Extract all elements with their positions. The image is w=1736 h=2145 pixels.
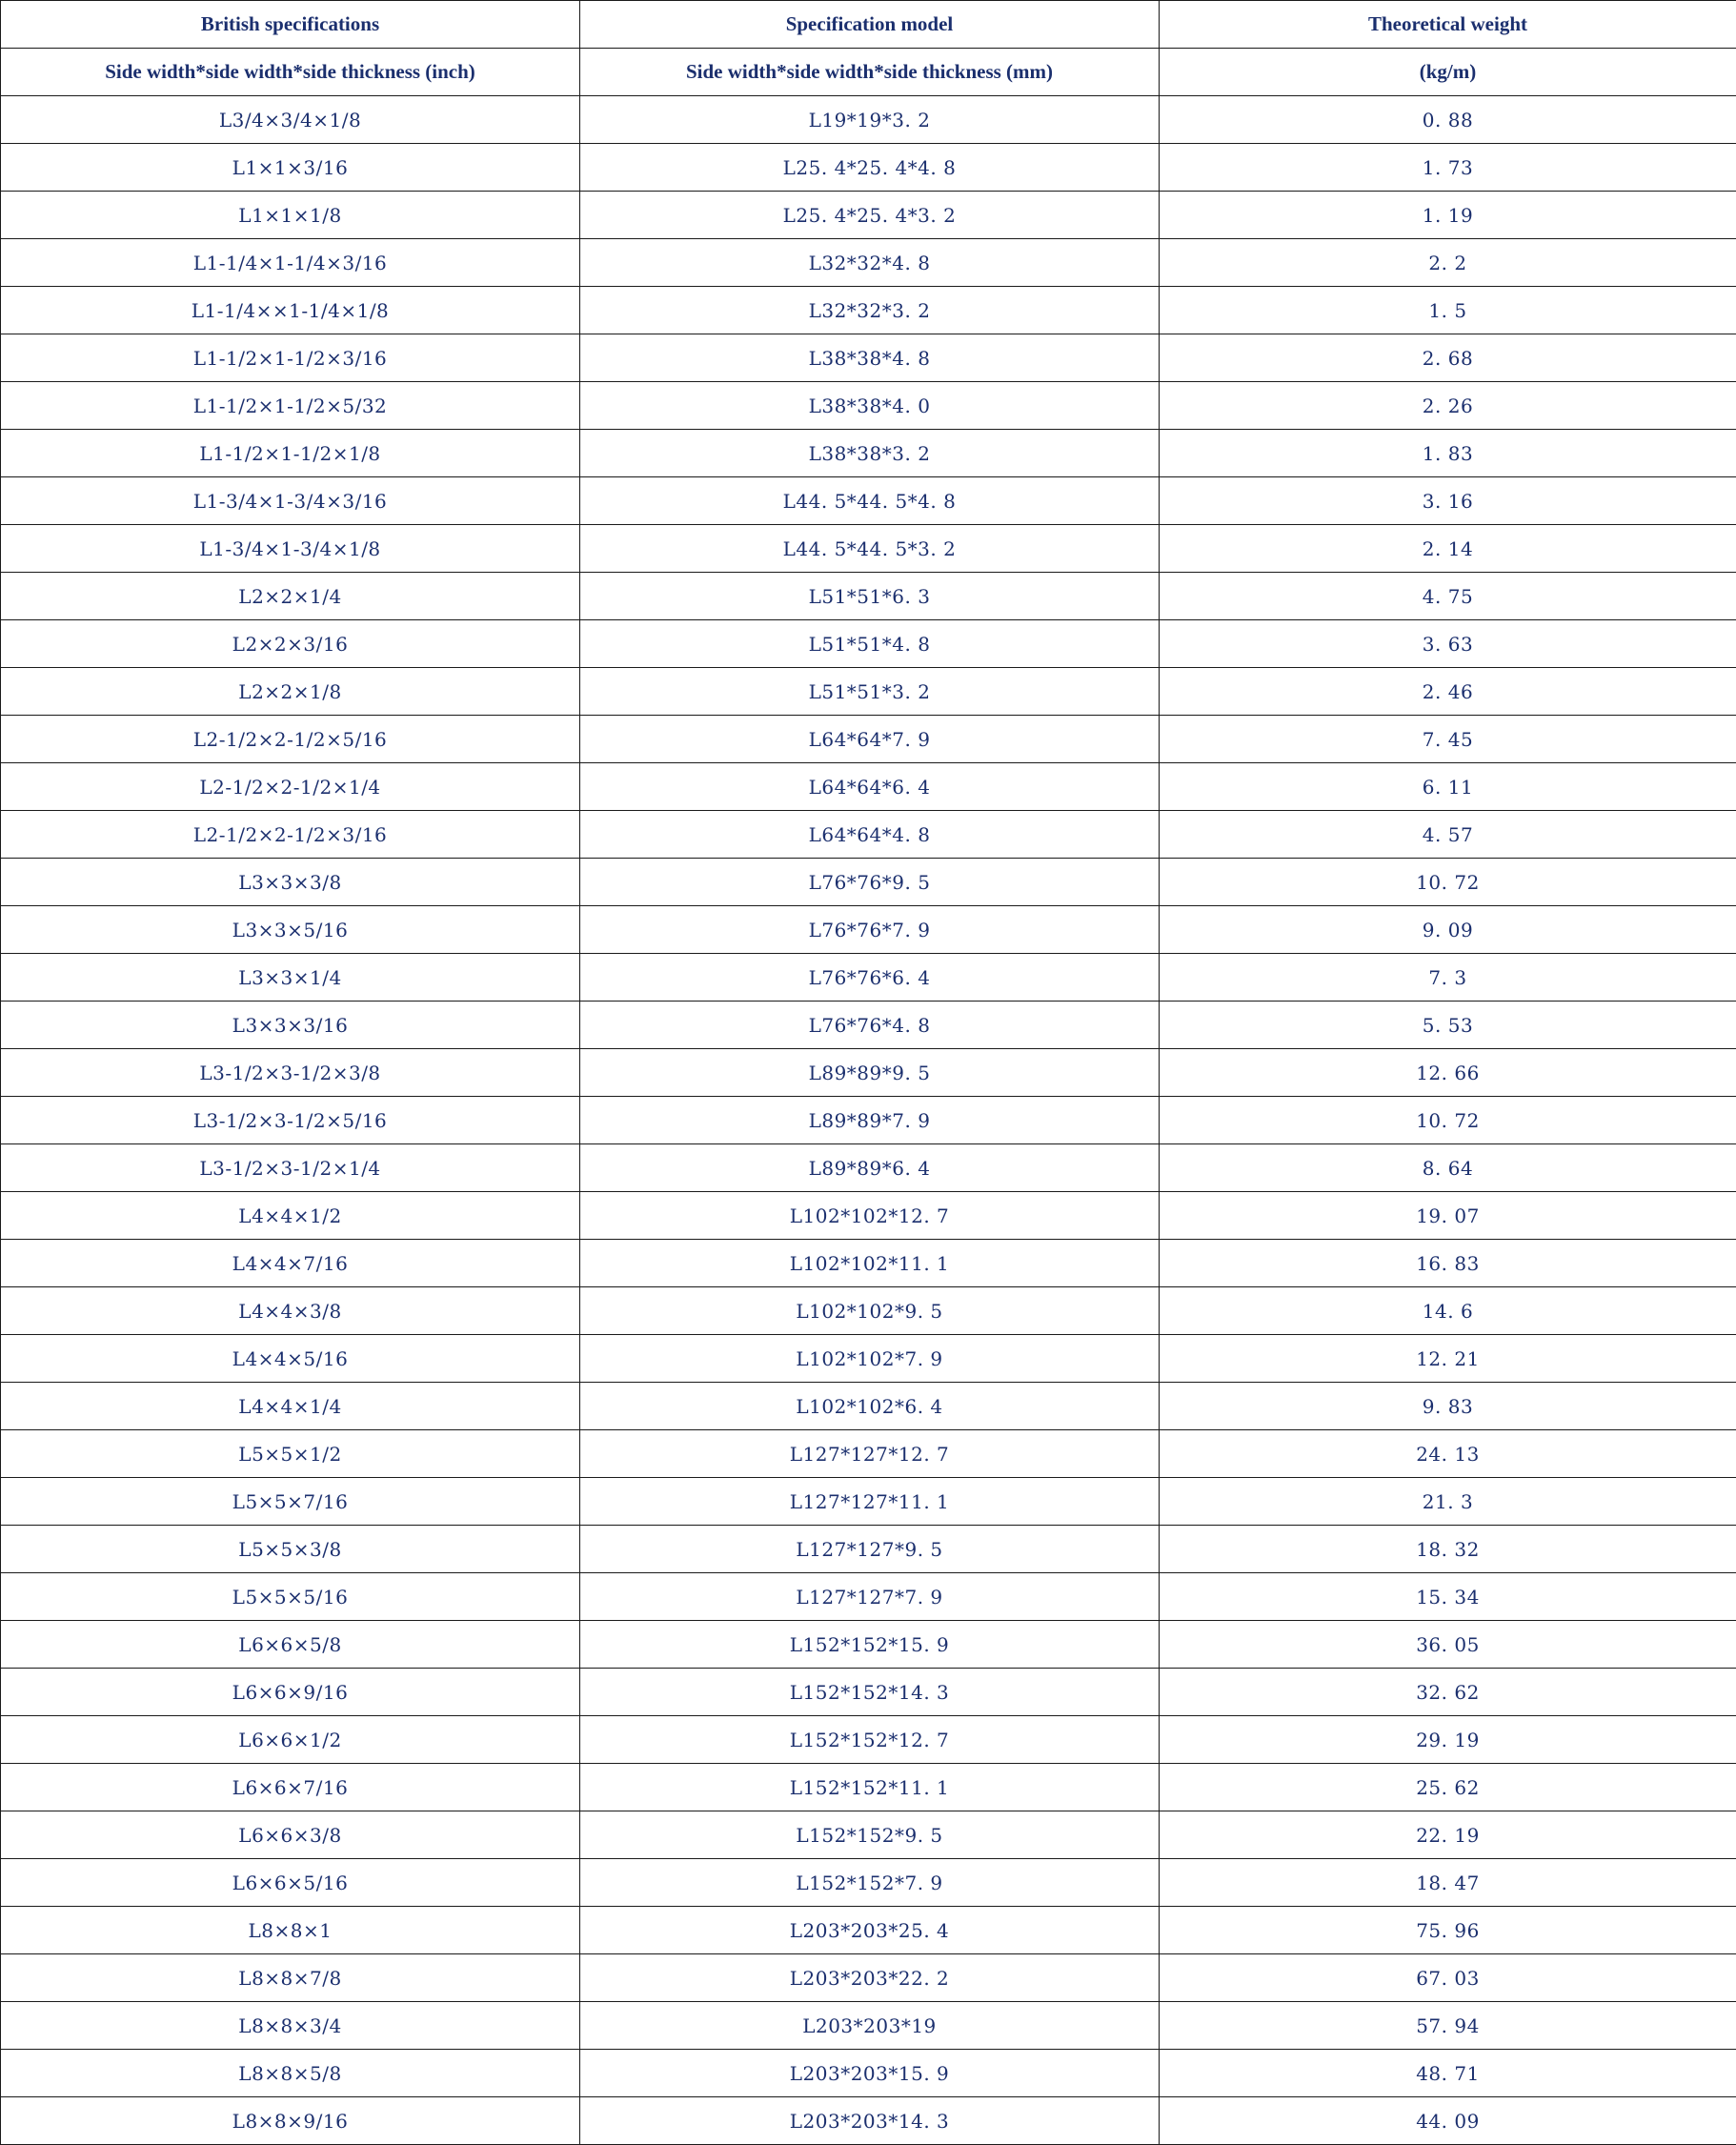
theoretical-weight-cell: 2. 14 [1160,525,1736,573]
table-row [1,668,1736,716]
british-spec-cell: L3×3×5/16 [1,906,580,954]
british-spec-cell: L3×3×3/8 [1,859,580,906]
table-row [1,1097,1736,1144]
table-row [1,1764,1736,1811]
theoretical-weight-cell: 25. 62 [1160,1764,1736,1811]
theoretical-weight-cell: 57. 94 [1160,2002,1736,2050]
spec-model-cell: L32*32*4. 8 [580,239,1160,287]
british-spec-cell: L6×6×5/16 [1,1859,580,1907]
spec-model-cell: L203*203*19 [580,2002,1160,2050]
british-spec-cell: L8×8×9/16 [1,2097,580,2145]
theoretical-weight-cell: 7. 45 [1160,716,1736,763]
theoretical-weight-cell: 2. 26 [1160,382,1736,430]
spec-model-cell: L127*127*12. 7 [580,1430,1160,1478]
theoretical-weight-cell: 9. 09 [1160,906,1736,954]
table-row [1,1573,1736,1621]
theoretical-weight-cell: 1. 19 [1160,192,1736,239]
table-row [1,334,1736,382]
theoretical-weight-cell: 2. 68 [1160,334,1736,382]
spec-model-cell: L102*102*6. 4 [580,1383,1160,1430]
theoretical-weight-cell: 1. 83 [1160,430,1736,477]
theoretical-weight-cell: 8. 64 [1160,1144,1736,1192]
theoretical-weight-cell: 4. 75 [1160,573,1736,620]
spec-model-cell: L51*51*3. 2 [580,668,1160,716]
british-spec-cell: L2×2×3/16 [1,620,580,668]
british-spec-cell: L1-1/2×1-1/2×1/8 [1,430,580,477]
table-row [1,620,1736,668]
table-row [1,1287,1736,1335]
spec-model-cell: L152*152*7. 9 [580,1859,1160,1907]
spec-model-cell: L76*76*7. 9 [580,906,1160,954]
british-spec-cell: L1×1×3/16 [1,144,580,192]
spec-model-cell: L152*152*12. 7 [580,1716,1160,1764]
theoretical-weight-cell: 2. 46 [1160,668,1736,716]
spec-model-cell: L102*102*11. 1 [580,1240,1160,1287]
british-spec-cell: L8×8×3/4 [1,2002,580,2050]
spec-model-cell: L38*38*3. 2 [580,430,1160,477]
theoretical-weight-cell: 32. 62 [1160,1669,1736,1716]
table-row [1,1240,1736,1287]
spec-model-cell: L25. 4*25. 4*3. 2 [580,192,1160,239]
spec-model-cell: L64*64*6. 4 [580,763,1160,811]
spec-model-cell: L44. 5*44. 5*3. 2 [580,525,1160,573]
theoretical-weight-cell: 5. 53 [1160,1002,1736,1049]
spec-model-cell: L44. 5*44. 5*4. 8 [580,477,1160,525]
table-row [1,430,1736,477]
spec-model-cell: L32*32*3. 2 [580,287,1160,334]
spec-model-cell: L127*127*11. 1 [580,1478,1160,1526]
spec-model-cell: L152*152*15. 9 [580,1621,1160,1669]
spec-model-cell: L51*51*4. 8 [580,620,1160,668]
header-row-units [1,49,1736,96]
british-spec-cell: L4×4×3/8 [1,1287,580,1335]
theoretical-weight-cell: 44. 09 [1160,2097,1736,2145]
british-spec-cell: L8×8×5/8 [1,2050,580,2097]
theoretical-weight-cell: 29. 19 [1160,1716,1736,1764]
table-row [1,1954,1736,2002]
header-inch-dimensions: Side width*side width*side thickness (inch) [1,49,580,96]
british-spec-cell: L4×4×5/16 [1,1335,580,1383]
table-row [1,1144,1736,1192]
spec-model-cell: L89*89*6. 4 [580,1144,1160,1192]
british-spec-cell: L1×1×1/8 [1,192,580,239]
theoretical-weight-cell: 75. 96 [1160,1907,1736,1954]
british-spec-cell: L6×6×1/2 [1,1716,580,1764]
theoretical-weight-cell: 0. 88 [1160,96,1736,144]
table-row [1,1335,1736,1383]
spec-model-cell: L89*89*7. 9 [580,1097,1160,1144]
table-row [1,573,1736,620]
spec-model-cell: L152*152*9. 5 [580,1811,1160,1859]
spec-model-cell: L51*51*6. 3 [580,573,1160,620]
theoretical-weight-cell: 7. 3 [1160,954,1736,1002]
table-row [1,96,1736,144]
spec-model-cell: L152*152*11. 1 [580,1764,1160,1811]
british-spec-cell: L3-1/2×3-1/2×1/4 [1,1144,580,1192]
british-spec-cell: L6×6×9/16 [1,1669,580,1716]
table-row [1,1002,1736,1049]
theoretical-weight-cell: 3. 16 [1160,477,1736,525]
theoretical-weight-cell: 12. 21 [1160,1335,1736,1383]
british-spec-cell: L8×8×7/8 [1,1954,580,2002]
table-row [1,954,1736,1002]
theoretical-weight-cell: 16. 83 [1160,1240,1736,1287]
table-row [1,1192,1736,1240]
british-spec-cell: L1-1/4×1-1/4×3/16 [1,239,580,287]
british-spec-cell: L2×2×1/8 [1,668,580,716]
spec-model-cell: L76*76*4. 8 [580,1002,1160,1049]
theoretical-weight-cell: 14. 6 [1160,1287,1736,1335]
theoretical-weight-cell: 36. 05 [1160,1621,1736,1669]
british-spec-cell: L3-1/2×3-1/2×5/16 [1,1097,580,1144]
table-row [1,287,1736,334]
spec-model-cell: L64*64*7. 9 [580,716,1160,763]
british-spec-cell: L1-1/2×1-1/2×5/32 [1,382,580,430]
table-row [1,1049,1736,1097]
british-spec-cell: L3×3×1/4 [1,954,580,1002]
british-spec-cell: L4×4×1/2 [1,1192,580,1240]
table-row [1,192,1736,239]
british-spec-cell: L5×5×5/16 [1,1573,580,1621]
spec-model-cell: L102*102*12. 7 [580,1192,1160,1240]
header-specification-model: Specification model [580,1,1160,49]
spec-model-cell: L203*203*15. 9 [580,2050,1160,2097]
spec-model-cell: L127*127*9. 5 [580,1526,1160,1573]
spec-model-cell: L203*203*14. 3 [580,2097,1160,2145]
spec-model-cell: L19*19*3. 2 [580,96,1160,144]
table-row [1,525,1736,573]
spec-model-cell: L38*38*4. 0 [580,382,1160,430]
british-spec-cell: L1-3/4×1-3/4×3/16 [1,477,580,525]
table-row [1,763,1736,811]
theoretical-weight-cell: 48. 71 [1160,2050,1736,2097]
theoretical-weight-cell: 24. 13 [1160,1430,1736,1478]
british-spec-cell: L8×8×1 [1,1907,580,1954]
british-spec-cell: L6×6×5/8 [1,1621,580,1669]
spec-model-cell: L76*76*6. 4 [580,954,1160,1002]
british-spec-cell: L4×4×1/4 [1,1383,580,1430]
table-row [1,2002,1736,2050]
theoretical-weight-cell: 18. 47 [1160,1859,1736,1907]
theoretical-weight-cell: 18. 32 [1160,1526,1736,1573]
table-row [1,811,1736,859]
table-row [1,477,1736,525]
british-spec-cell: L4×4×7/16 [1,1240,580,1287]
spec-model-cell: L203*203*25. 4 [580,1907,1160,1954]
table-header [1,1,1736,96]
table-row [1,239,1736,287]
table-row [1,716,1736,763]
header-theoretical-weight: Theoretical weight [1160,1,1736,49]
theoretical-weight-cell: 19. 07 [1160,1192,1736,1240]
spec-model-cell: L76*76*9. 5 [580,859,1160,906]
spec-model-cell: L102*102*7. 9 [580,1335,1160,1383]
theoretical-weight-cell: 1. 5 [1160,287,1736,334]
british-spec-cell: L2-1/2×2-1/2×1/4 [1,763,580,811]
table-row [1,1478,1736,1526]
theoretical-weight-cell: 9. 83 [1160,1383,1736,1430]
british-spec-cell: L6×6×7/16 [1,1764,580,1811]
table-row [1,1430,1736,1478]
british-spec-cell: L1-1/4××1-1/4×1/8 [1,287,580,334]
table-row [1,2097,1736,2145]
theoretical-weight-cell: 4. 57 [1160,811,1736,859]
theoretical-weight-cell: 10. 72 [1160,859,1736,906]
table-row [1,906,1736,954]
british-spec-cell: L2×2×1/4 [1,573,580,620]
british-spec-cell: L2-1/2×2-1/2×3/16 [1,811,580,859]
british-spec-cell: L6×6×3/8 [1,1811,580,1859]
theoretical-weight-cell: 6. 11 [1160,763,1736,811]
header-british-specifications: British specifications [1,1,580,49]
spec-model-cell: L102*102*9. 5 [580,1287,1160,1335]
british-spec-cell: L2-1/2×2-1/2×5/16 [1,716,580,763]
spec-model-cell: L127*127*7. 9 [580,1573,1160,1621]
table-row [1,859,1736,906]
table-row [1,1621,1736,1669]
spec-model-cell: L25. 4*25. 4*4. 8 [580,144,1160,192]
theoretical-weight-cell: 21. 3 [1160,1478,1736,1526]
spec-model-cell: L203*203*22. 2 [580,1954,1160,2002]
british-spec-cell: L1-3/4×1-3/4×1/8 [1,525,580,573]
british-spec-cell: L3×3×3/16 [1,1002,580,1049]
header-row-titles [1,1,1736,49]
table-row [1,1859,1736,1907]
british-spec-cell: L5×5×1/2 [1,1430,580,1478]
theoretical-weight-cell: 22. 19 [1160,1811,1736,1859]
spec-model-cell: L152*152*14. 3 [580,1669,1160,1716]
british-spec-cell: L3-1/2×3-1/2×3/8 [1,1049,580,1097]
table-body [1,96,1736,2145]
table-row [1,144,1736,192]
table-row [1,1669,1736,1716]
spec-model-cell: L64*64*4. 8 [580,811,1160,859]
theoretical-weight-cell: 10. 72 [1160,1097,1736,1144]
table-row [1,2050,1736,2097]
british-spec-cell: L5×5×7/16 [1,1478,580,1526]
table-row [1,1526,1736,1573]
table-row [1,1811,1736,1859]
british-spec-cell: L1-1/2×1-1/2×3/16 [1,334,580,382]
theoretical-weight-cell: 67. 03 [1160,1954,1736,2002]
header-mm-dimensions: Side width*side width*side thickness (mm) [580,49,1160,96]
table-row [1,382,1736,430]
british-spec-cell: L3/4×3/4×1/8 [1,96,580,144]
spec-model-cell: L89*89*9. 5 [580,1049,1160,1097]
header-weight-unit: (kg/m) [1160,49,1736,96]
theoretical-weight-cell: 3. 63 [1160,620,1736,668]
spec-model-cell: L38*38*4. 8 [580,334,1160,382]
theoretical-weight-cell: 12. 66 [1160,1049,1736,1097]
british-spec-cell: L5×5×3/8 [1,1526,580,1573]
theoretical-weight-cell: 15. 34 [1160,1573,1736,1621]
table-row [1,1716,1736,1764]
table-row [1,1907,1736,1954]
table-row [1,1383,1736,1430]
theoretical-weight-cell: 2. 2 [1160,239,1736,287]
theoretical-weight-cell: 1. 73 [1160,144,1736,192]
